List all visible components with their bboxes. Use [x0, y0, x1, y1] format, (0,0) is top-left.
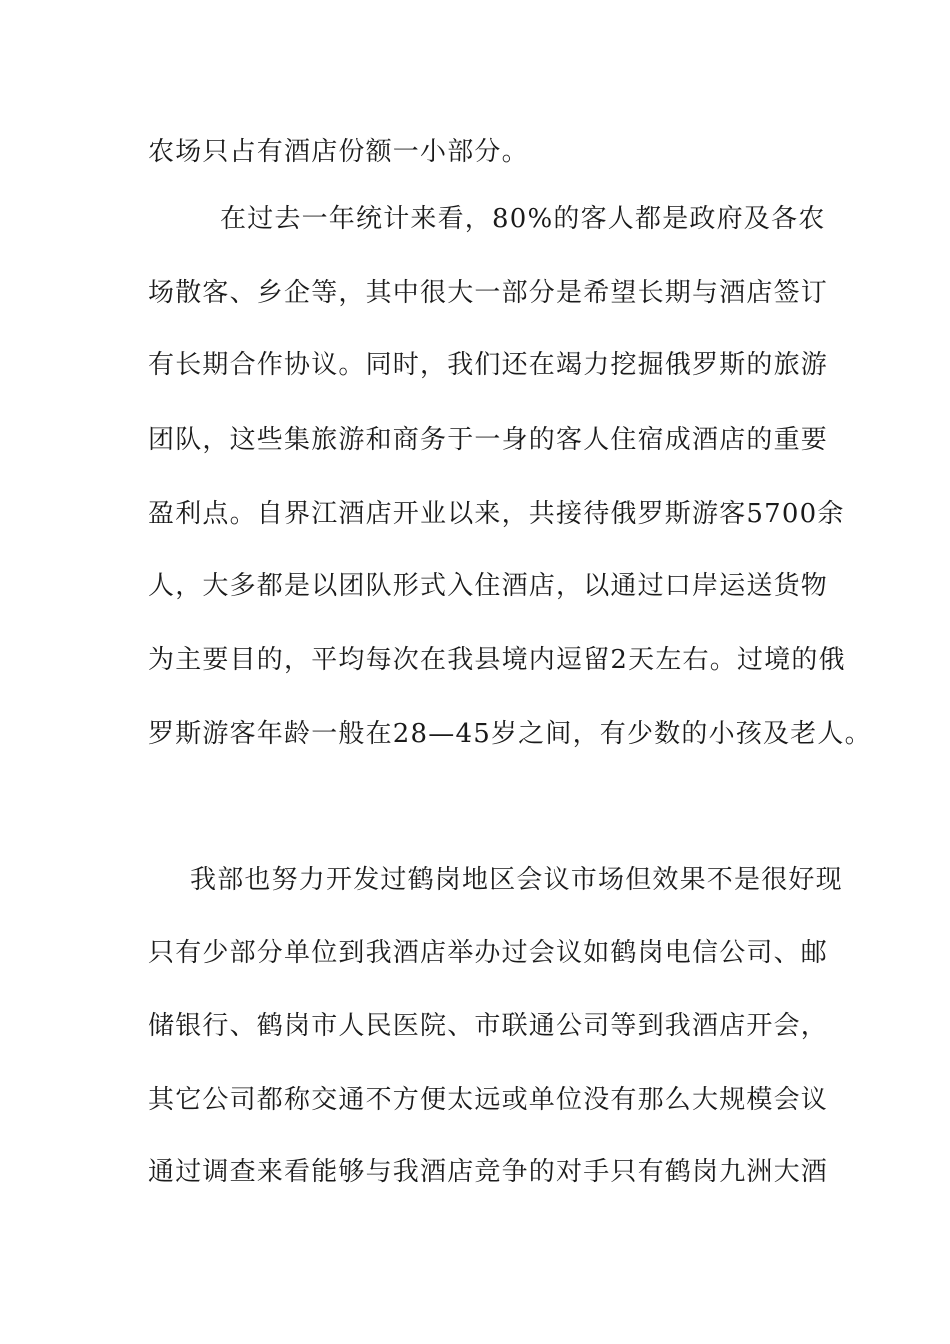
text-line: 人，大多都是以团队形式入住酒店，以通过口岸运送货物: [148, 571, 829, 601]
text-line: 罗斯游客年龄一般在28—45岁之间，有少数的小孩及老人。: [148, 719, 872, 749]
text-line: 场散客、乡企等，其中很大一部分是希望长期与酒店签订: [148, 278, 829, 308]
text-line: 农场只占有酒店份额一小部分。: [148, 137, 529, 167]
text-line: 团队，这些集旅游和商务于一身的客人住宿成酒店的重要: [148, 425, 829, 455]
text-line: 储银行、鹤岗市人民医院、市联通公司等到我酒店开会，: [148, 1011, 829, 1041]
text-line: 盈利点。自界江酒店开业以来，共接待俄罗斯游客5700余: [148, 499, 845, 529]
text-line: 其它公司都称交通不方便太远或单位没有那么大规模会议: [148, 1085, 829, 1115]
paragraph-first-line: 在过去一年统计来看，80%的客人都是政府及各农: [220, 204, 826, 234]
text-line: 只有少部分单位到我酒店举办过会议如鹤岗电信公司、邮: [148, 938, 829, 968]
text-line: 为主要目的，平均每次在我县境内逗留2天左右。过境的俄: [148, 645, 846, 675]
paragraph-first-line: 我部也努力开发过鹤岗地区会议市场但效果不是很好现: [190, 865, 843, 895]
text-line: 通过调查来看能够与我酒店竞争的对手只有鹤岗九洲大酒: [148, 1157, 829, 1187]
text-line: 有长期合作协议。同时，我们还在竭力挖掘俄罗斯的旅游: [148, 350, 829, 380]
